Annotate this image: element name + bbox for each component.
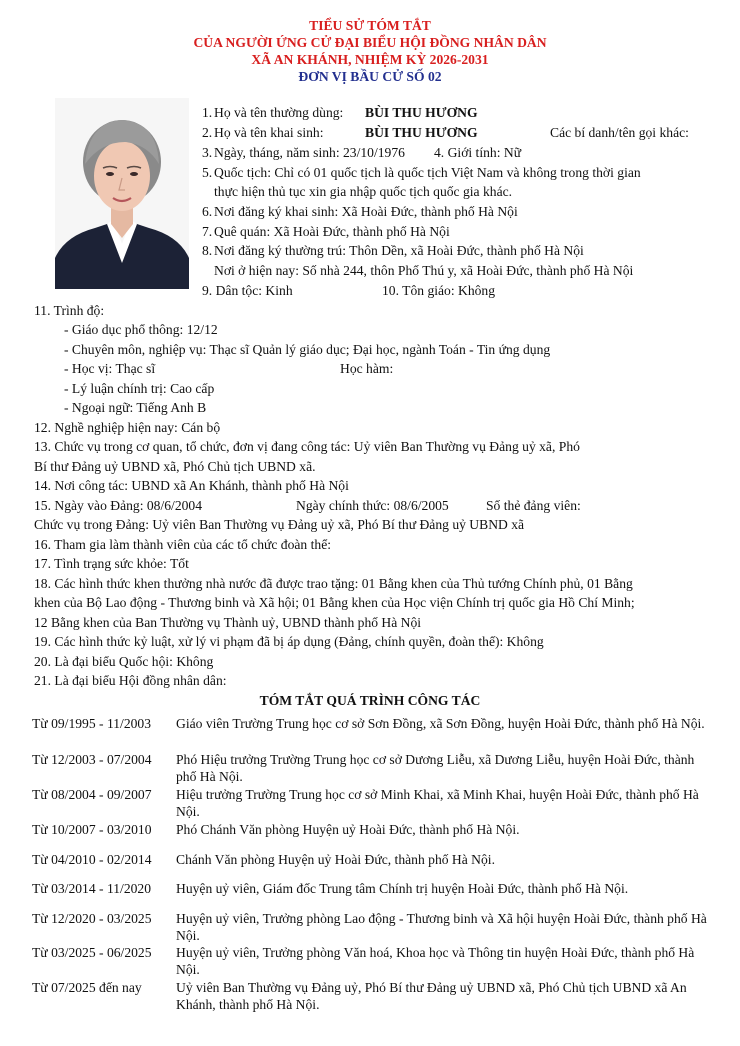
party-card-number: Số thẻ đảng viên: [486,498,581,513]
political-theory: - Lý luận chính trị: Cao cấp [64,381,215,396]
career-description: Phó Chánh Văn phòng Huyện uỷ Hoài Đức, thành phố Hà Nội. [176,822,520,837]
organizations: 16. Tham gia làm thành viên của các tổ chức đoàn thể: [34,537,332,552]
field-6-number: 6. [202,204,213,219]
position-line-1: 13. Chức vụ trong cơ quan, tổ chức, đơn vị đang công tác: Uỷ viên Ban Thường vụ Đảng uỷ xã, Phó [34,439,580,454]
alias-label: Các bí danh/tên gọi khác: [550,125,689,140]
birth-date: Ngày, tháng, năm sinh: 23/10/1976 [214,145,405,160]
field-2-number: 2. [202,125,213,140]
career-description: Phó Hiệu trưởng Trường Trung học cơ sở Dương Liễu, xã Dương Liễu, huyện Hoài Đức, thành phố Hà Nội. [176,752,695,784]
position-line-2: Bí thư Đảng uỷ UBND xã, Phó Chủ tịch UBND xã. [34,459,316,474]
career-period: Từ 07/2025 đến nay [32,980,142,995]
field-8-number: 8. [202,243,213,258]
career-period: Từ 09/1995 - 11/2003 [32,716,152,731]
doc-title: TIỂU SỬ TÓM TẮT [309,18,431,33]
candidate-photo [55,98,189,289]
party-join-date: 15. Ngày vào Đảng: 08/6/2004 [34,498,203,513]
nationality-line-1: Quốc tịch: Chỉ có 01 quốc tịch là quốc tịch Việt Nam và không trong thời gian [214,165,641,180]
council-delegate: 21. Là đại biểu Hội đồng nhân dân: [34,673,227,688]
current-residence: Nơi ở hiện nay: Số nhà 244, thôn Phố Thú y, xã Hoài Đức, thành phố Hà Nội [214,263,634,278]
doc-subtitle: CỦA NGƯỜI ỨNG CỬ ĐẠI BIỂU HỘI ĐỒNG NHÂN DÂN [193,35,547,50]
awards-line-3: 12 Bằng khen của Ban Thường vụ Thành uỷ, UBND thành phố Hà Nội [34,615,422,630]
electoral-unit: ĐƠN VỊ BẦU CỬ SỐ 02 [298,69,442,84]
career-description: Uỷ viên Ban Thường vụ Đảng uỷ, Phó Bí thư Đảng uỷ UBND xã, Phó Chủ tịch UBND xã An Khánh, thành phố Hà Nội. [176,980,687,1012]
workplace: 14. Nơi công tác: UBND xã An Khánh, thành phố Hà Nội [34,478,349,493]
birth-name-label: Họ và tên khai sinh: [214,125,324,140]
common-name-label: Họ và tên thường dùng: [214,105,344,120]
career-period: Từ 12/2020 - 03/2025 [32,911,152,926]
career-period: Từ 12/2003 - 07/2004 [32,752,152,767]
career-period: Từ 08/2004 - 09/2007 [32,787,152,802]
professional-qualification: - Chuyên môn, nghiệp vụ: Thạc sĩ Quản lý giáo dục; Đại học, ngành Toán - Tin ứng dụng [64,342,551,357]
awards-line-2: khen của Bộ Lao động - Thương binh và Xã hội; 01 Bằng khen của Học viện Chính trị quốc gia Hồ Chí Minh; [34,595,635,610]
career-description: Huyện uỷ viên, Trưởng phòng Văn hoá, Khoa học và Thông tin huyện Hoài Đức, thành phố Hà Nội. [176,945,695,977]
birth-name-value: BÙI THU HƯƠNG [365,125,478,140]
permanent-residence: Nơi đăng ký thường trú: Thôn Dền, xã Hoài Đức, thành phố Hà Nội [214,243,584,258]
health-status: 17. Tình trạng sức khỏe: Tốt [34,556,189,571]
career-description: Giáo viên Trường Trung học cơ sở Sơn Đồng, xã Sơn Đồng, huyện Hoài Đức, thành phố Hà Nội. [176,716,705,731]
national-assembly-delegate: 20. Là đại biểu Quốc hội: Không [34,654,214,669]
occupation: 12. Nghề nghiệp hiện nay: Cán bộ [34,420,221,435]
academic-rank: Học hàm: [340,361,394,376]
field-3-number: 3. [202,145,213,160]
career-period: Từ 03/2014 - 11/2020 [32,881,152,896]
education-title: 11. Trình độ: [34,303,105,318]
general-education: - Giáo dục phổ thông: 12/12 [64,322,218,337]
awards-line-1: 18. Các hình thức khen thưởng nhà nước đã được trao tặng: 01 Bằng khen của Thủ tướng Chính phủ, 01 Bằng [34,576,633,591]
foreign-language: - Ngoại ngữ: Tiếng Anh B [64,400,207,415]
career-period: Từ 10/2007 - 03/2010 [32,822,152,837]
career-title: TÓM TẮT QUÁ TRÌNH CÔNG TÁC [259,693,481,708]
hometown: Quê quán: Xã Hoài Đức, thành phố Hà Nội [214,224,450,239]
career-description: Huyện uỷ viên, Giám đốc Trung tâm Chính trị huyện Hoài Đức, thành phố Hà Nội. [176,881,629,896]
field-7-number: 7. [202,224,213,239]
doc-term: XÃ AN KHÁNH, NHIỆM KỲ 2026-2031 [251,52,489,67]
career-description: Chánh Văn phòng Huyện uỷ Hoài Đức, thành phố Hà Nội. [176,852,495,867]
field-1-number: 1. [202,105,213,120]
common-name-value: BÙI THU HƯƠNG [365,105,478,120]
gender: 4. Giới tính: Nữ [434,145,522,160]
field-5-number: 5. [202,165,213,180]
nationality-line-2: thực hiện thủ tục xin gia nhập quốc tịch quốc gia khác. [214,184,513,199]
party-position: Chức vụ trong Đảng: Uỷ viên Ban Thường vụ Đảng uỷ xã, Phó Bí thư Đảng uỷ UBND xã [34,517,525,532]
academic-degree: - Học vị: Thạc sĩ [64,361,156,376]
party-official-date: Ngày chính thức: 08/6/2005 [296,498,449,513]
religion: 10. Tôn giáo: Không [382,283,496,298]
career-period: Từ 03/2025 - 06/2025 [32,945,152,960]
ethnicity: 9. Dân tộc: Kinh [202,283,293,298]
disciplinary-record: 19. Các hình thức kỷ luật, xử lý vi phạm đã bị áp dụng (Đảng, chính quyền, đoàn thể): Không [34,634,544,649]
career-description: Hiệu trưởng Trường Trung học cơ sở Minh Khai, xã Minh Khai, huyện Hoài Đức, thành phố Hà Nội. [176,787,699,819]
portrait-illustration [55,98,189,289]
career-period: Từ 04/2010 - 02/2014 [32,852,152,867]
birth-registration-place: Nơi đăng ký khai sinh: Xã Hoài Đức, thành phố Hà Nội [214,204,518,219]
career-description: Huyện uỷ viên, Trưởng phòng Lao động - Thương binh và Xã hội huyện Hoài Đức, thành phố Hà Nội. [176,911,707,943]
